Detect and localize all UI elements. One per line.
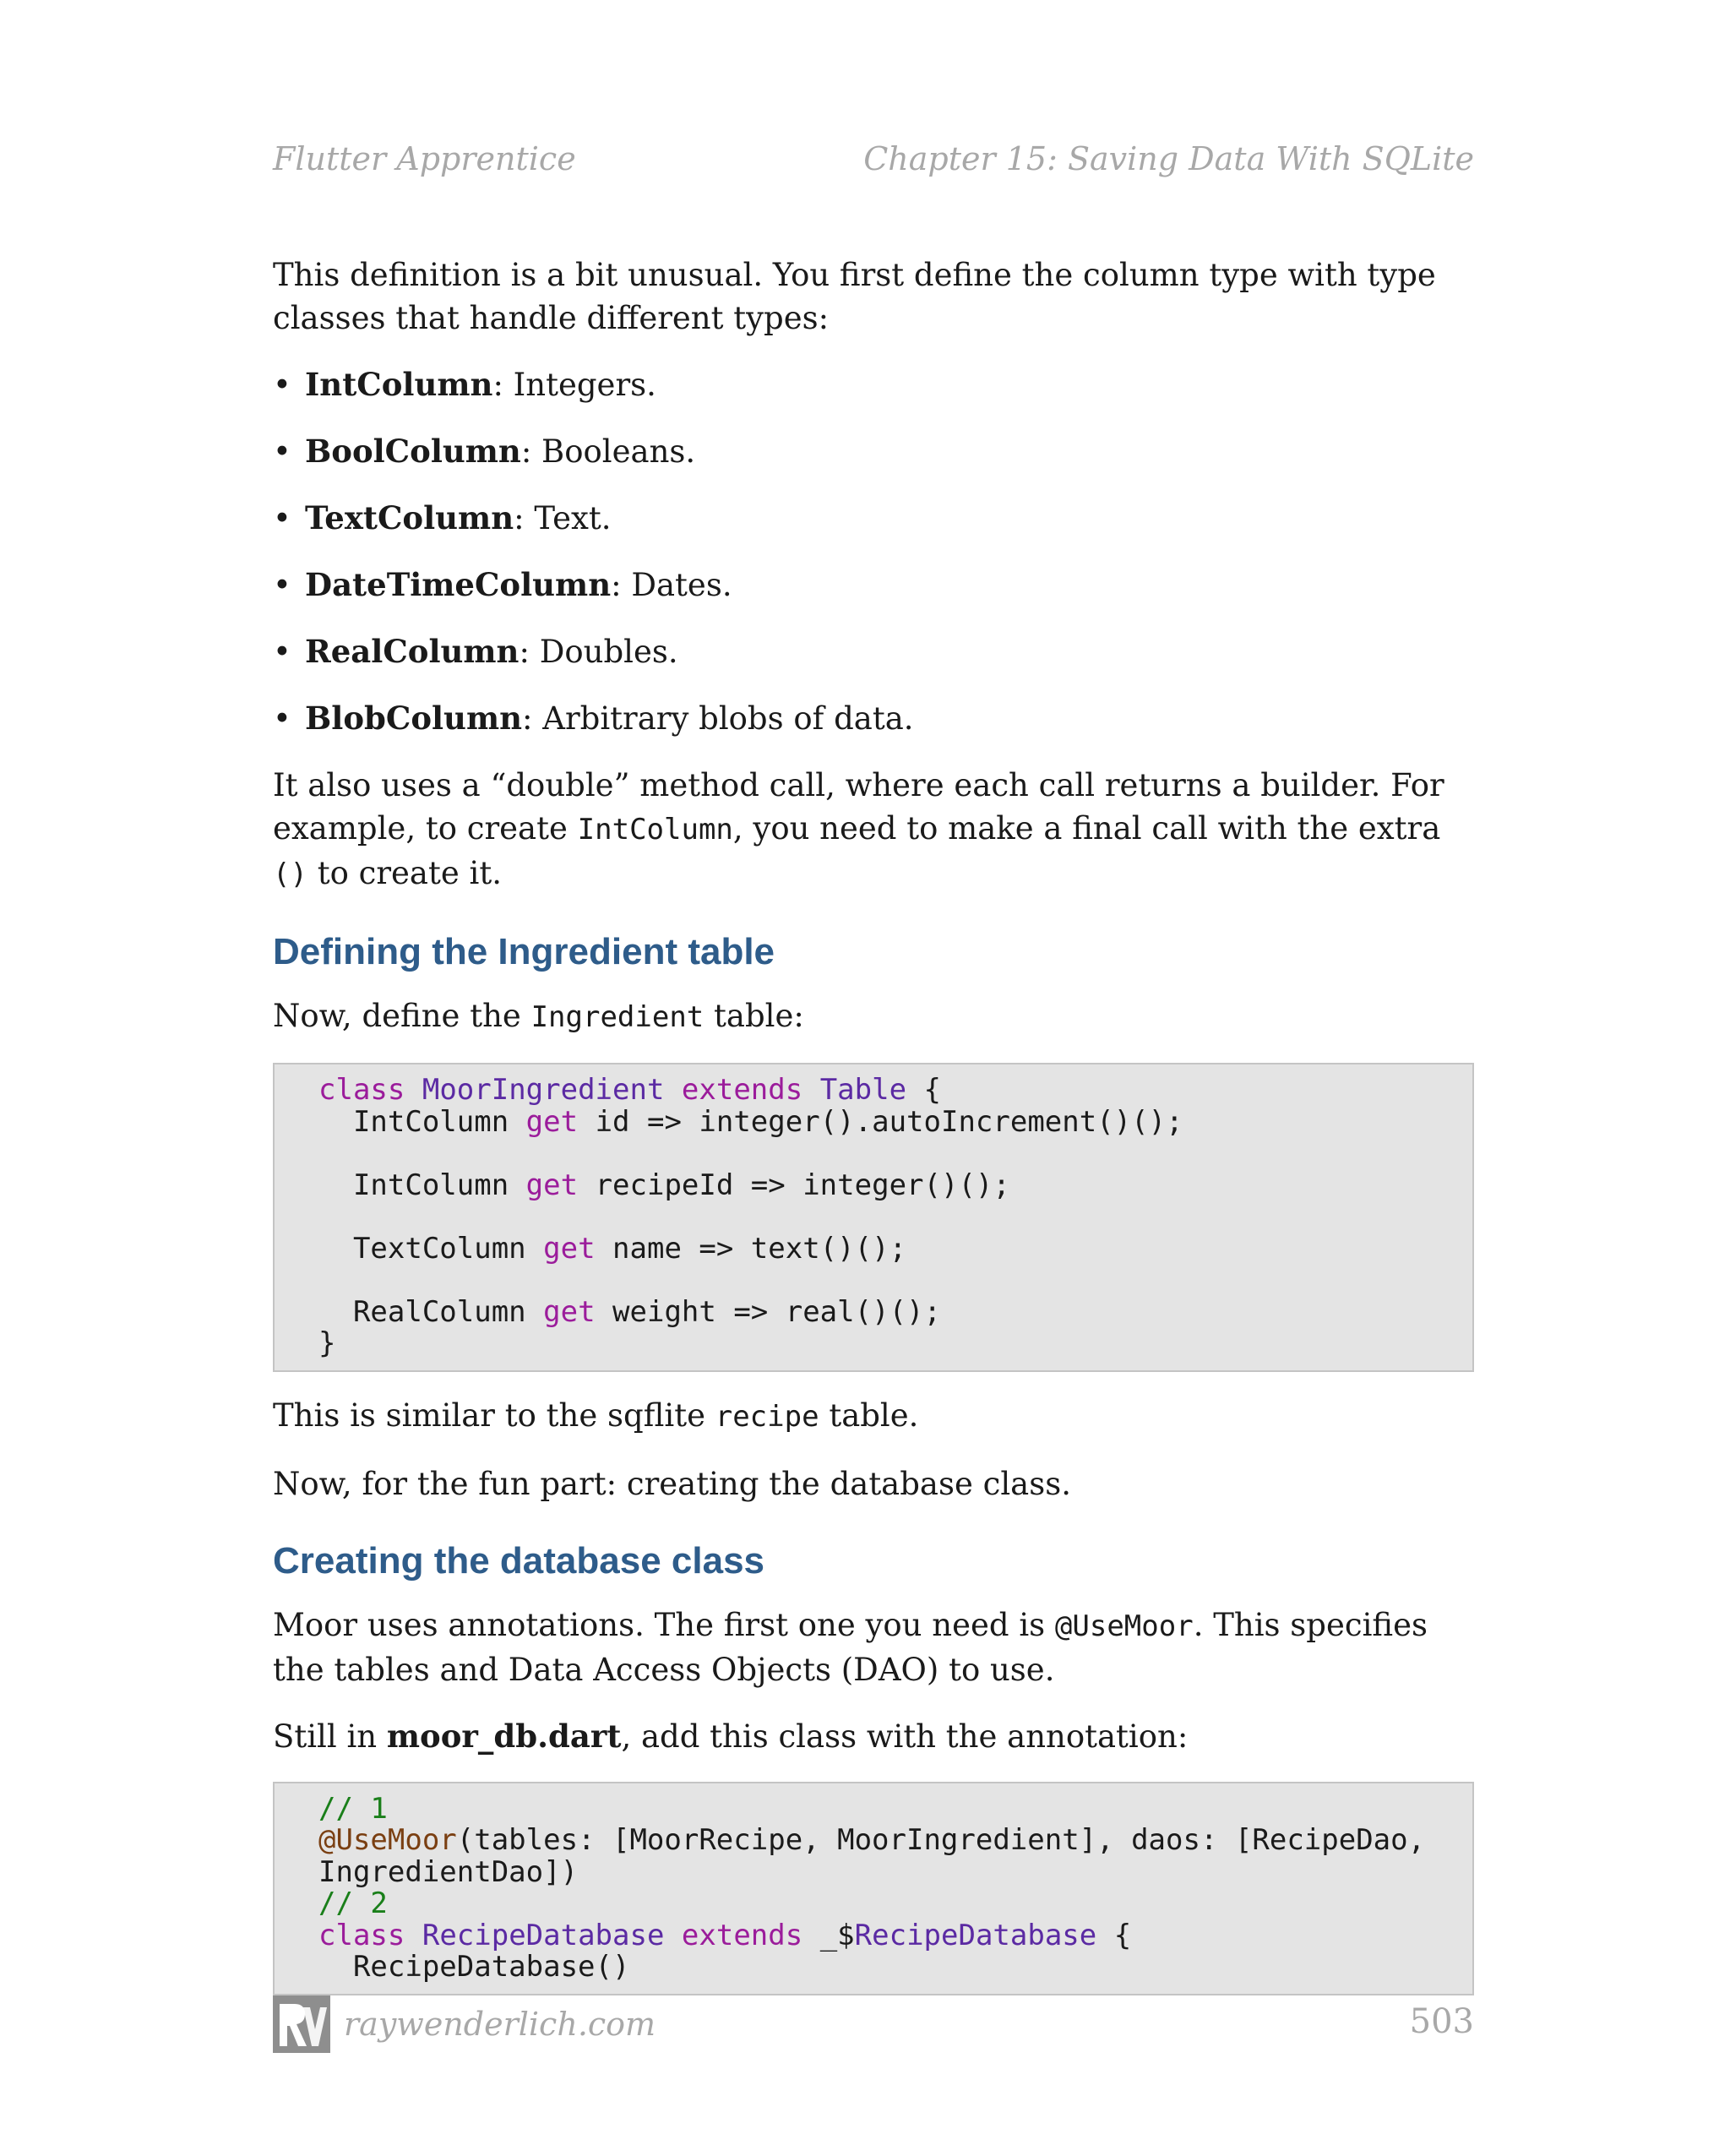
still-in-paragraph [273, 1715, 1474, 1758]
code-text: name => text()(); [612, 1231, 907, 1266]
text-run: This is similar to the sqflite [273, 1396, 715, 1434]
inline-code: @UseMoor [1054, 1609, 1194, 1643]
list-item [273, 363, 1474, 406]
column-type-desc: : Integers. [492, 367, 656, 403]
bullet: • [273, 700, 291, 737]
code-annotation: @UseMoor [318, 1823, 457, 1857]
code-line [318, 1854, 1442, 1889]
database-code-block[interactable] [273, 1782, 1474, 1995]
page-content [273, 253, 1474, 2017]
column-type-desc: : Text. [514, 500, 612, 536]
code-keyword: class [318, 1918, 405, 1952]
annotations-paragraph [273, 1603, 1474, 1691]
code-keyword: get [525, 1168, 579, 1202]
text-run: Moor uses annotations. The first one you need is [273, 1606, 1055, 1643]
code-text: id => integer().autoIncrement()(); [595, 1104, 1183, 1139]
code-blank-line [318, 1201, 1442, 1233]
text-run: Now, define the [273, 998, 531, 1034]
ingredient-code-block[interactable] [273, 1063, 1474, 1372]
code-text: IntColumn [352, 1168, 509, 1202]
code-text: _ [819, 1918, 838, 1952]
bullet: • [273, 500, 291, 536]
bullet: • [273, 567, 291, 603]
column-type-term: IntColumn [305, 366, 493, 403]
code-text: weight => real()(); [612, 1294, 941, 1329]
code-type: MoorIngredient [422, 1073, 665, 1107]
file-name: moor_db.dart [386, 1717, 622, 1755]
running-head [273, 140, 1474, 188]
list-item [273, 430, 1474, 473]
code-comment: // 2 [318, 1886, 388, 1920]
code-text: (tables: [MoorRecipe, MoorIngredient], daos: [RecipeDao, [456, 1823, 1426, 1857]
code-blank-line [318, 1265, 1442, 1297]
site-name: raywenderlich.com [344, 2006, 656, 2043]
section-heading-ingredient: Defining the Ingredient table [273, 931, 775, 972]
code-type: RecipeDatabase [422, 1918, 665, 1952]
code-line [318, 1328, 1442, 1360]
text-run: , you need to make a final call with the extra [732, 810, 1441, 847]
code-text: RealColumn [352, 1294, 526, 1329]
inline-code: IntColumn [577, 813, 733, 847]
code-keyword: get [543, 1294, 596, 1329]
inline-code: () [273, 858, 307, 891]
text-run: . This specifies the tables and Data Access Objects (DAO) to use. [273, 1606, 1428, 1688]
code-text: { [1113, 1918, 1132, 1952]
similar-paragraph [273, 1394, 1474, 1439]
column-type-term: RealColumn [305, 633, 520, 670]
bullet: • [273, 634, 291, 670]
code-type: RecipeDatabase [854, 1918, 1097, 1952]
column-type-term: DateTimeColumn [305, 566, 612, 603]
raywenderlich-logo-icon [273, 1995, 330, 2053]
code-keyword: get [525, 1104, 579, 1139]
list-item [273, 697, 1474, 740]
code-line [318, 1888, 1442, 1920]
text-run: table. [819, 1396, 919, 1434]
list-item [273, 564, 1474, 607]
code-line [318, 1791, 1442, 1826]
code-line [318, 1825, 1442, 1857]
inline-code: Ingredient [530, 1000, 705, 1034]
code-line [318, 1952, 1442, 1984]
column-type-term: TextColumn [305, 499, 514, 536]
column-type-term: BoolColumn [305, 433, 521, 470]
code-keyword: class [318, 1073, 405, 1107]
text-run: It also uses a “double” method call, where each call returns a builder. For example, to create [273, 767, 1444, 847]
text-run: table: [704, 998, 804, 1034]
code-text: recipeId => integer()(); [595, 1168, 1010, 1202]
text-run: to create it. [307, 855, 502, 891]
column-type-desc: : Booleans. [520, 433, 696, 470]
page-footer [273, 1994, 1474, 2061]
code-text: IntColumn [352, 1104, 509, 1139]
code-line [318, 1920, 1442, 1952]
code-line [318, 1233, 1442, 1266]
code-line [318, 1294, 1442, 1329]
code-text: TextColumn [352, 1231, 526, 1266]
column-type-list [273, 363, 1474, 740]
code-text: { [923, 1073, 942, 1107]
code-type: Table [819, 1073, 907, 1107]
list-item [273, 630, 1474, 673]
code-line [318, 1075, 1442, 1107]
code-text: IngredientDao]) [318, 1854, 579, 1889]
inline-code: recipe [715, 1399, 819, 1434]
column-type-desc: : Dates. [611, 567, 732, 603]
double-call-paragraph [273, 764, 1474, 896]
code-keyword: extends [681, 1073, 803, 1107]
text-run: , add this class with the annotation: [621, 1718, 1189, 1755]
column-type-term: BlobColumn [305, 700, 523, 737]
ingredient-lead [273, 994, 1474, 1039]
code-line [318, 1104, 1442, 1139]
intro-paragraph: This definition is a bit unusual. You first define the column type with type classes that handle different types: [273, 257, 1436, 336]
book-title: Flutter Apprentice [273, 140, 576, 177]
code-keyword: extends [681, 1918, 803, 1952]
column-type-desc: : Arbitrary blobs of data. [522, 700, 914, 737]
bullet: • [273, 433, 291, 470]
code-text: RecipeDatabase() [352, 1950, 630, 1984]
chapter-title: Chapter 15: Saving Data With SQLite [863, 140, 1474, 177]
code-text: $ [837, 1918, 855, 1952]
code-line [318, 1170, 1442, 1202]
bullet: • [273, 367, 291, 403]
page-number: 503 [1409, 2002, 1474, 2041]
transition-paragraph: Now, for the fun part: creating the database class. [273, 1465, 1071, 1502]
code-comment: // 1 [318, 1791, 388, 1826]
code-blank-line [318, 1138, 1442, 1170]
code-text: } [318, 1326, 336, 1360]
column-type-desc: : Doubles. [519, 634, 678, 670]
section-heading-database: Creating the database class [273, 1539, 765, 1582]
code-keyword: get [543, 1231, 596, 1266]
list-item [273, 497, 1474, 540]
text-run: Still in [273, 1718, 387, 1755]
